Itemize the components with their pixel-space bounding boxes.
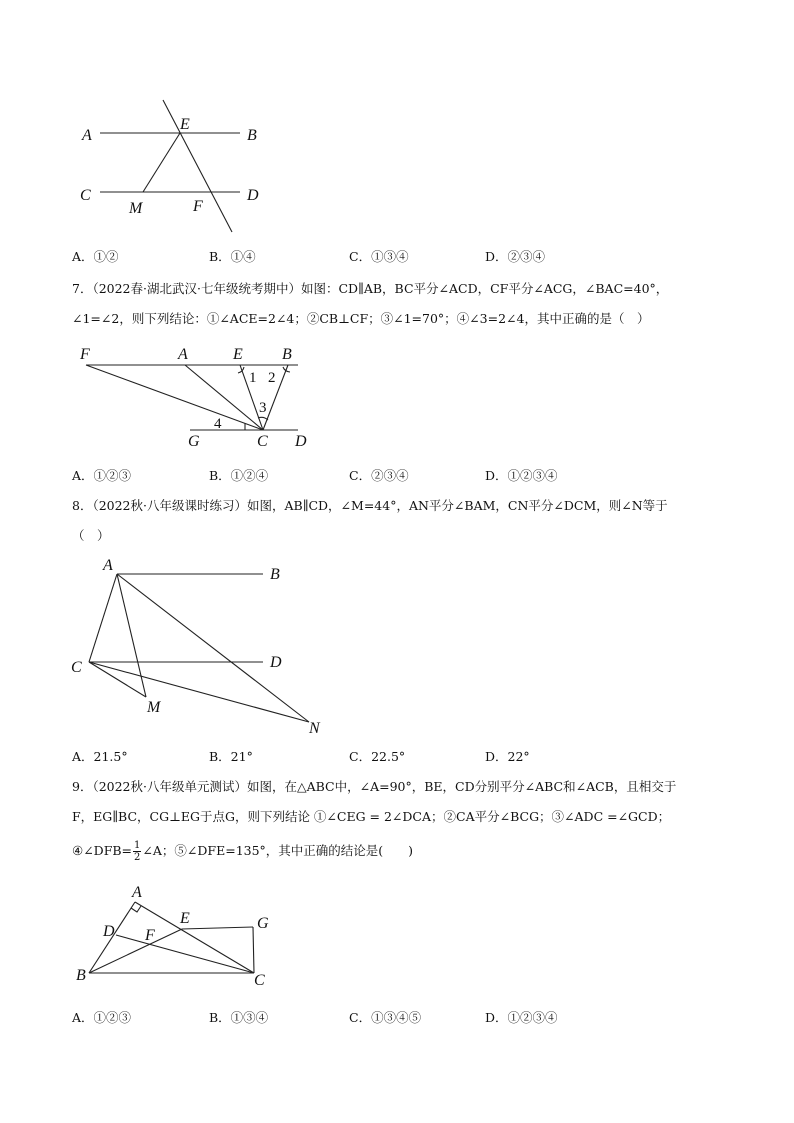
q7-option-a[interactable]: A．①②③ (72, 468, 132, 483)
label-c: C (254, 972, 265, 989)
q9-option-c[interactable]: C．①③④⑤ (349, 1010, 422, 1025)
label-angle-4: 4 (214, 416, 222, 432)
right-angle-mark (131, 906, 141, 912)
label-angle-1: 1 (249, 370, 257, 386)
label-f: F (80, 346, 90, 363)
segment-fc (86, 365, 263, 430)
label-b: B (270, 566, 280, 583)
label-a: A (132, 884, 142, 901)
label-a: A (82, 127, 92, 144)
fraction-numerator: 1 (134, 840, 141, 851)
segment-eg (182, 927, 253, 929)
label-d: D (103, 923, 115, 940)
label-f: F (145, 927, 155, 944)
label-f: F (193, 198, 203, 215)
label-m: M (129, 200, 143, 217)
segment-em (143, 133, 180, 192)
q8-option-a[interactable]: A．21.5° (72, 749, 128, 764)
label-c: C (80, 187, 91, 204)
q6-option-a[interactable]: A．①② (72, 249, 119, 264)
figure-q7 (0, 340, 794, 465)
figure-q8 (0, 555, 794, 745)
label-d: D (270, 654, 282, 671)
segment-cm (89, 662, 146, 697)
q6-option-c[interactable]: C．①③④ (349, 249, 409, 264)
q8-line1: 8．（2022秋·八年级课时练习）如图，AB∥CD，∠M=44°，AN平分∠BAM，CN平分∠DCM，则∠N等于 (72, 498, 668, 513)
q8-line2: （ ） (72, 528, 110, 543)
fraction-one-half (133, 840, 141, 863)
label-b: B (247, 127, 257, 144)
segment-dc (116, 935, 254, 973)
label-angle-3: 3 (259, 400, 267, 416)
segment-cn (89, 662, 309, 722)
label-a: A (103, 557, 113, 574)
label-n: N (309, 720, 320, 737)
label-d: D (295, 433, 307, 450)
label-b: B (76, 967, 86, 984)
q6-option-d[interactable]: D．②③④ (485, 249, 546, 264)
figure-q9 (0, 880, 794, 995)
q8-option-c[interactable]: C．22.5° (349, 749, 406, 764)
label-e: E (180, 910, 190, 927)
q9-option-a[interactable]: A．①②③ (72, 1010, 132, 1025)
q6-option-b[interactable]: B．①④ (209, 249, 256, 264)
label-angle-2: 2 (268, 370, 276, 386)
q9-option-d[interactable]: D．①②③④ (485, 1010, 558, 1025)
q7-option-d[interactable]: D．①②③④ (485, 468, 558, 483)
q8-option-d[interactable]: D．22° (485, 749, 530, 764)
segment-gc (253, 927, 254, 973)
q8-option-b[interactable]: B．21° (209, 749, 253, 764)
q9-line2: F，EG∥BC，CG⊥EG于点G，则下列结论 ①∠CEG = 2∠DCA；②CA平分∠BCG；③∠ADC =∠GCD； (72, 809, 671, 824)
label-m: M (147, 699, 161, 716)
label-b: B (282, 346, 292, 363)
fraction-denominator: 2 (134, 852, 141, 863)
q9-line3-start: ④∠DFB= (72, 843, 133, 858)
label-c: C (71, 659, 82, 676)
label-g: G (257, 915, 269, 932)
label-e: E (233, 346, 243, 363)
label-a: A (178, 346, 188, 363)
label-e: E (180, 116, 190, 133)
segment-ac (89, 574, 117, 662)
q7-line1: 7．（2022春·湖北武汉·七年级统考期中）如图：CD∥AB，BC平分∠ACD，CF平分∠ACG，∠BAC=40°， (72, 281, 669, 296)
q9-line3 (72, 840, 413, 863)
q9-option-b[interactable]: B．①③④ (209, 1010, 269, 1025)
label-c: C (257, 433, 268, 450)
label-d: D (247, 187, 259, 204)
q7-option-c[interactable]: C．②③④ (349, 468, 409, 483)
q7-line2: ∠1=∠2，则下列结论：①∠ACE=2∠4；②CB⊥CF；③∠1=70°；④∠3=2∠4，其中正确的是（ ） (72, 311, 650, 326)
segment-an (117, 574, 309, 722)
q9-line3-end: ∠A；⑤∠DFE=135°，其中正确的结论是( ) (142, 843, 414, 858)
label-g: G (188, 433, 200, 450)
figure-q6 (0, 0, 794, 250)
q7-option-b[interactable]: B．①②④ (209, 468, 269, 483)
q9-line1: 9．（2022秋·八年级单元测试）如图，在△ABC中，∠A=90°，BE，CD分别平分∠ABC和∠ACB，且相交于 (72, 779, 677, 794)
segment-bc (263, 365, 288, 430)
